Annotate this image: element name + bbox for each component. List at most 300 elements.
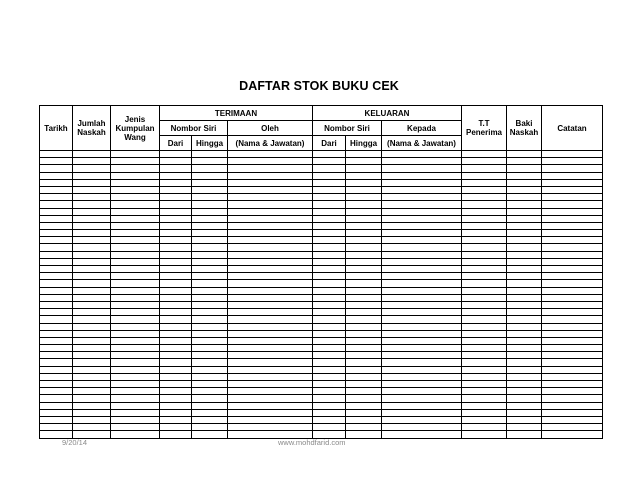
- table-row: [40, 323, 603, 330]
- table-cell: [462, 230, 507, 237]
- header-terimaan-nombor-siri: Nombor Siri: [160, 121, 228, 136]
- table-cell: [73, 201, 111, 208]
- table-cell: [507, 337, 542, 344]
- table-cell: [40, 366, 73, 373]
- table-cell: [542, 151, 603, 158]
- table-cell: [73, 388, 111, 395]
- table-cell: [160, 186, 192, 193]
- table-row: [40, 237, 603, 244]
- table-cell: [462, 280, 507, 287]
- table-cell: [228, 208, 313, 215]
- header-jenis-kumpulan-wang: Jenis Kumpulan Wang: [111, 106, 160, 151]
- table-cell: [228, 294, 313, 301]
- table-row: [40, 424, 603, 431]
- table-cell: [73, 330, 111, 337]
- table-cell: [40, 352, 73, 359]
- table-cell: [346, 280, 382, 287]
- table-cell: [346, 158, 382, 165]
- table-cell: [192, 388, 228, 395]
- table-cell: [40, 251, 73, 258]
- table-cell: [160, 309, 192, 316]
- header-terimaan-nama-jawatan: (Nama & Jawatan): [228, 136, 313, 151]
- table-cell: [73, 222, 111, 229]
- table-cell: [507, 359, 542, 366]
- footer-website: www.mohdfarid.com: [278, 438, 346, 447]
- table-cell: [73, 395, 111, 402]
- table-cell: [313, 316, 346, 323]
- table-cell: [192, 287, 228, 294]
- table-cell: [542, 215, 603, 222]
- table-row: [40, 280, 603, 287]
- table-cell: [111, 330, 160, 337]
- table-cell: [192, 273, 228, 280]
- table-row: [40, 179, 603, 186]
- table-cell: [160, 215, 192, 222]
- table-cell: [228, 186, 313, 193]
- table-cell: [542, 424, 603, 431]
- table-cell: [382, 287, 462, 294]
- table-cell: [507, 158, 542, 165]
- table-cell: [507, 402, 542, 409]
- table-row: [40, 258, 603, 265]
- table-cell: [73, 337, 111, 344]
- table-cell: [192, 337, 228, 344]
- table-cell: [313, 309, 346, 316]
- table-cell: [111, 158, 160, 165]
- table-cell: [192, 258, 228, 265]
- table-cell: [40, 165, 73, 172]
- table-cell: [192, 416, 228, 423]
- table-cell: [462, 345, 507, 352]
- table-cell: [382, 186, 462, 193]
- table-cell: [382, 359, 462, 366]
- table-cell: [40, 388, 73, 395]
- table-cell: [192, 309, 228, 316]
- table-row: [40, 172, 603, 179]
- table-cell: [160, 359, 192, 366]
- table-cell: [507, 201, 542, 208]
- table-cell: [192, 280, 228, 287]
- table-cell: [228, 352, 313, 359]
- table-cell: [313, 280, 346, 287]
- table-cell: [228, 179, 313, 186]
- table-cell: [346, 208, 382, 215]
- table-cell: [192, 366, 228, 373]
- table-cell: [40, 230, 73, 237]
- table-cell: [228, 215, 313, 222]
- table-cell: [313, 424, 346, 431]
- table-cell: [462, 373, 507, 380]
- table-cell: [111, 273, 160, 280]
- header-terimaan-dari: Dari: [160, 136, 192, 151]
- table-cell: [313, 359, 346, 366]
- table-cell: [313, 345, 346, 352]
- table-cell: [192, 194, 228, 201]
- table-row: [40, 251, 603, 258]
- table-cell: [542, 388, 603, 395]
- table-cell: [111, 424, 160, 431]
- table-cell: [228, 330, 313, 337]
- table-cell: [462, 237, 507, 244]
- table-cell: [346, 323, 382, 330]
- table-cell: [160, 366, 192, 373]
- table-cell: [507, 323, 542, 330]
- table-cell: [40, 337, 73, 344]
- table-cell: [192, 323, 228, 330]
- table-cell: [111, 381, 160, 388]
- table-cell: [160, 151, 192, 158]
- table-row: [40, 244, 603, 251]
- table-cell: [382, 251, 462, 258]
- table-cell: [40, 186, 73, 193]
- table-row: [40, 431, 603, 438]
- table-cell: [111, 395, 160, 402]
- table-cell: [111, 258, 160, 265]
- table-cell: [542, 208, 603, 215]
- table-cell: [346, 424, 382, 431]
- table-row: [40, 165, 603, 172]
- table-cell: [462, 215, 507, 222]
- table-cell: [382, 266, 462, 273]
- table-cell: [462, 158, 507, 165]
- table-cell: [40, 395, 73, 402]
- table-cell: [462, 244, 507, 251]
- table-cell: [382, 309, 462, 316]
- table-cell: [160, 158, 192, 165]
- table-row: [40, 416, 603, 423]
- table-cell: [40, 215, 73, 222]
- table-cell: [160, 431, 192, 438]
- table-cell: [73, 273, 111, 280]
- table-cell: [462, 165, 507, 172]
- table-cell: [542, 258, 603, 265]
- table-cell: [111, 309, 160, 316]
- table-cell: [192, 201, 228, 208]
- table-cell: [507, 208, 542, 215]
- table-cell: [160, 237, 192, 244]
- table-cell: [192, 179, 228, 186]
- table-row: [40, 359, 603, 366]
- table-cell: [73, 294, 111, 301]
- table-cell: [462, 301, 507, 308]
- table-cell: [192, 359, 228, 366]
- table-cell: [73, 280, 111, 287]
- table-cell: [111, 287, 160, 294]
- table-cell: [313, 409, 346, 416]
- table-row: [40, 186, 603, 193]
- table-cell: [160, 409, 192, 416]
- table-cell: [346, 172, 382, 179]
- table-body: [40, 151, 603, 439]
- table-cell: [228, 151, 313, 158]
- table-cell: [192, 251, 228, 258]
- table-cell: [382, 179, 462, 186]
- table-cell: [40, 244, 73, 251]
- table-cell: [73, 251, 111, 258]
- table-cell: [313, 388, 346, 395]
- table-cell: [73, 309, 111, 316]
- table-cell: [382, 395, 462, 402]
- table-cell: [111, 237, 160, 244]
- table-cell: [40, 237, 73, 244]
- table-cell: [160, 201, 192, 208]
- table-cell: [462, 381, 507, 388]
- table-cell: [507, 388, 542, 395]
- table-cell: [462, 323, 507, 330]
- table-cell: [111, 431, 160, 438]
- table-cell: [40, 258, 73, 265]
- table-cell: [192, 237, 228, 244]
- table-cell: [313, 266, 346, 273]
- table-cell: [228, 345, 313, 352]
- table-cell: [346, 416, 382, 423]
- table-cell: [507, 366, 542, 373]
- table-cell: [507, 345, 542, 352]
- table-cell: [462, 359, 507, 366]
- table-cell: [228, 172, 313, 179]
- table-cell: [111, 345, 160, 352]
- table-cell: [382, 366, 462, 373]
- table-cell: [192, 294, 228, 301]
- table-cell: [507, 330, 542, 337]
- table-cell: [228, 280, 313, 287]
- table-cell: [40, 381, 73, 388]
- table-cell: [160, 244, 192, 251]
- table-cell: [462, 194, 507, 201]
- header-terimaan-oleh: Oleh: [228, 121, 313, 136]
- table-cell: [40, 323, 73, 330]
- table-row: [40, 301, 603, 308]
- table-cell: [542, 323, 603, 330]
- table-cell: [346, 352, 382, 359]
- table-cell: [382, 215, 462, 222]
- table-cell: [507, 316, 542, 323]
- table-cell: [313, 416, 346, 423]
- table-cell: [40, 424, 73, 431]
- table-cell: [40, 294, 73, 301]
- table-cell: [192, 316, 228, 323]
- table-row: [40, 409, 603, 416]
- table-cell: [346, 244, 382, 251]
- table-cell: [313, 201, 346, 208]
- table-cell: [542, 352, 603, 359]
- table-cell: [228, 381, 313, 388]
- table-cell: [160, 395, 192, 402]
- header-catatan: Catatan: [542, 106, 603, 151]
- table-cell: [111, 280, 160, 287]
- table-cell: [111, 323, 160, 330]
- table-row: [40, 309, 603, 316]
- table-cell: [462, 330, 507, 337]
- table-cell: [313, 287, 346, 294]
- table-cell: [382, 230, 462, 237]
- table-cell: [542, 395, 603, 402]
- table-cell: [462, 309, 507, 316]
- table-cell: [382, 416, 462, 423]
- table-cell: [192, 151, 228, 158]
- table-row: [40, 388, 603, 395]
- table-row: [40, 330, 603, 337]
- header-keluaran-nama-jawatan: (Nama & Jawatan): [382, 136, 462, 151]
- table-cell: [192, 222, 228, 229]
- table-cell: [382, 237, 462, 244]
- table-cell: [507, 258, 542, 265]
- table-cell: [73, 208, 111, 215]
- table-cell: [228, 244, 313, 251]
- table-cell: [382, 323, 462, 330]
- table-cell: [111, 215, 160, 222]
- table-cell: [507, 352, 542, 359]
- table-cell: [507, 280, 542, 287]
- table-cell: [160, 273, 192, 280]
- table-cell: [228, 258, 313, 265]
- table-cell: [382, 273, 462, 280]
- table-cell: [462, 287, 507, 294]
- header-jumlah-naskah: Jumlah Naskah: [73, 106, 111, 151]
- table-cell: [542, 179, 603, 186]
- table-cell: [346, 366, 382, 373]
- table-cell: [542, 359, 603, 366]
- table-cell: [111, 409, 160, 416]
- table-cell: [160, 287, 192, 294]
- table-cell: [382, 294, 462, 301]
- table-cell: [160, 301, 192, 308]
- table-cell: [542, 402, 603, 409]
- table-cell: [160, 323, 192, 330]
- table-cell: [111, 186, 160, 193]
- table-cell: [507, 431, 542, 438]
- table-cell: [73, 194, 111, 201]
- table-cell: [40, 301, 73, 308]
- table-cell: [346, 251, 382, 258]
- table-cell: [160, 258, 192, 265]
- table-cell: [40, 431, 73, 438]
- table-row: [40, 316, 603, 323]
- table-cell: [507, 179, 542, 186]
- table-cell: [40, 330, 73, 337]
- table-cell: [160, 208, 192, 215]
- table-cell: [40, 194, 73, 201]
- table-cell: [507, 186, 542, 193]
- table-cell: [160, 416, 192, 423]
- table-cell: [462, 186, 507, 193]
- table-cell: [382, 316, 462, 323]
- table-row: [40, 402, 603, 409]
- table-cell: [313, 165, 346, 172]
- table-cell: [111, 266, 160, 273]
- table-cell: [462, 316, 507, 323]
- table-cell: [542, 309, 603, 316]
- table-cell: [111, 373, 160, 380]
- table-cell: [382, 301, 462, 308]
- table-cell: [111, 388, 160, 395]
- table-cell: [462, 151, 507, 158]
- table-cell: [192, 165, 228, 172]
- table-cell: [313, 395, 346, 402]
- table-row: [40, 266, 603, 273]
- table-cell: [40, 151, 73, 158]
- table-cell: [313, 251, 346, 258]
- table-cell: [192, 186, 228, 193]
- table-cell: [111, 172, 160, 179]
- table-cell: [192, 395, 228, 402]
- table-cell: [73, 186, 111, 193]
- table-cell: [73, 373, 111, 380]
- table-cell: [542, 301, 603, 308]
- table-cell: [313, 352, 346, 359]
- table-cell: [382, 151, 462, 158]
- table-row: [40, 194, 603, 201]
- table-cell: [73, 165, 111, 172]
- table-cell: [346, 165, 382, 172]
- table-cell: [542, 266, 603, 273]
- table-cell: [507, 194, 542, 201]
- table-cell: [73, 359, 111, 366]
- table-cell: [40, 179, 73, 186]
- table-row: [40, 294, 603, 301]
- table-cell: [346, 431, 382, 438]
- header-keluaran-dari: Dari: [313, 136, 346, 151]
- table-cell: [73, 230, 111, 237]
- table-cell: [507, 222, 542, 229]
- table-cell: [382, 352, 462, 359]
- table-cell: [462, 402, 507, 409]
- table-row: [40, 352, 603, 359]
- table-cell: [346, 266, 382, 273]
- table-cell: [228, 251, 313, 258]
- table-cell: [313, 258, 346, 265]
- table-cell: [346, 345, 382, 352]
- table-cell: [73, 179, 111, 186]
- table-cell: [160, 330, 192, 337]
- table-cell: [73, 402, 111, 409]
- table-cell: [160, 172, 192, 179]
- table-cell: [73, 409, 111, 416]
- table-cell: [73, 323, 111, 330]
- table-cell: [111, 194, 160, 201]
- table-cell: [313, 215, 346, 222]
- table-cell: [313, 237, 346, 244]
- table-cell: [40, 273, 73, 280]
- table-row: [40, 345, 603, 352]
- table-cell: [160, 165, 192, 172]
- table-cell: [192, 158, 228, 165]
- table-cell: [542, 273, 603, 280]
- table-cell: [313, 402, 346, 409]
- page-title: DAFTAR STOK BUKU CEK: [239, 79, 399, 93]
- table-cell: [313, 230, 346, 237]
- table-cell: [192, 330, 228, 337]
- table-cell: [228, 416, 313, 423]
- header-keluaran-kepada: Kepada: [382, 121, 462, 136]
- header-keluaran-nombor-siri: Nombor Siri: [313, 121, 382, 136]
- table-cell: [40, 158, 73, 165]
- table-cell: [346, 402, 382, 409]
- table-cell: [73, 352, 111, 359]
- table-row: [40, 208, 603, 215]
- table-cell: [111, 222, 160, 229]
- table-cell: [462, 416, 507, 423]
- table-cell: [346, 287, 382, 294]
- table-cell: [346, 373, 382, 380]
- table-cell: [382, 172, 462, 179]
- table-cell: [111, 251, 160, 258]
- table-cell: [160, 230, 192, 237]
- table-cell: [160, 402, 192, 409]
- table-cell: [228, 388, 313, 395]
- table-cell: [111, 301, 160, 308]
- table-cell: [228, 201, 313, 208]
